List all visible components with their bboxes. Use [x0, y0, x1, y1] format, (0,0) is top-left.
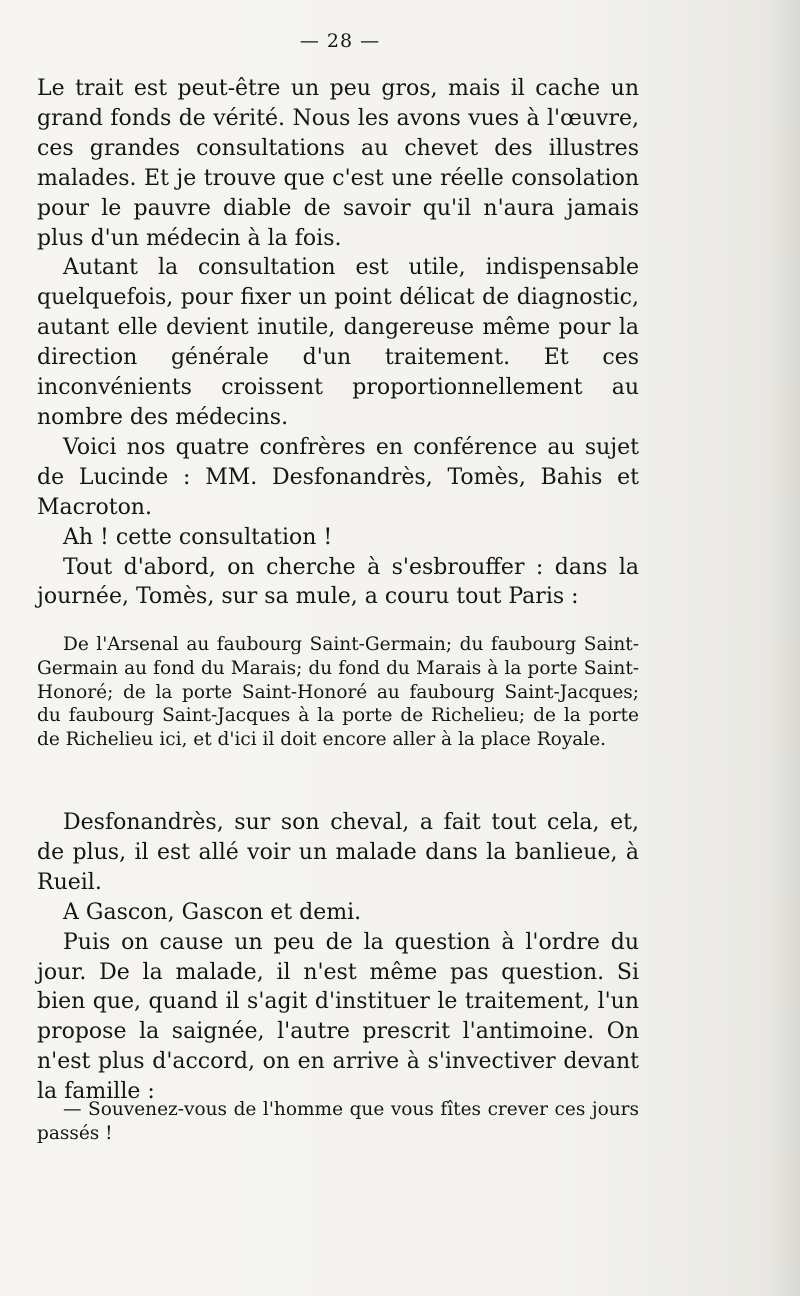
page-number: — 28 — [299, 30, 381, 52]
quote-text-itinerary: De l'Arsenal au faubourg Saint-Germain; du faubourg Saint-Germain au fond du Marais; du fond du Marais à la porte Saint-Honoré; de la porte Saint-Honoré au faubourg Saint-Jacques; du faubourg Saint-Jacques à la porte de Richelieu; de la porte de Richelieu ici, et d'ici il doit encore aller à la place Royale. [37, 634, 639, 751]
paragraph-gascon: A Gascon, Gascon et demi. [63, 899, 362, 925]
paragraph-ah-consultation: Ah ! cette consultation ! [63, 524, 333, 550]
paragraph-esbrouffer: Tout d'abord, on cherche à s'esbrouffer : dans la journée, Tomès, sur sa mule, a couru tout Paris : [37, 554, 639, 610]
paragraph-quatre-confreres: Voici nos quatre confrères en conférence au sujet de Lucinde : MM. Desfonandrès, Tomès, Bahis et Macroton. [37, 434, 639, 520]
paragraph-trait: Le trait est peut-être un peu gros, mais il cache un grand fonds de vérité. Nous les avons vues à l'œuvre, ces grandes consultations au chevet des illustres malades. Et je trouve que c'est une réelle consolation pour le pauvre diable de savoir qu'il n'aura jamais plus d'un médecin à la fois. [37, 76, 639, 251]
paragraph-question-ordre-du-jour: Puis on cause un peu de la question à l'ordre du jour. De la malade, il n'est même pas question. Si bien que, quand il s'agit d'instituer le traitement, l'un propose la saignée, l'autre prescrit l'antimoine. On n'est plus d'accord, on en arrive à s'invectiver devant la famille : [37, 929, 639, 1105]
body-text-lower [37, 808, 639, 1107]
paragraph-desfonandres: Desfonandrès, sur son cheval, a fait tout cela, et, de plus, il est allé voir un malade dans la banlieue, à Rueil. [37, 810, 639, 895]
quotation-reproach [37, 1098, 639, 1146]
body-text-upper [37, 74, 639, 612]
quotation-itinerary [37, 633, 639, 752]
quote-text-reproach: — Souvenez-vous de l'homme que vous fîtes crever ces jours passés ! [37, 1099, 639, 1144]
paragraph-consultation-utile: Autant la consultation est utile, indispensable quelquefois, pour fixer un point délicat de diagnostic, autant elle devient inutile, dangereuse même pour la direction générale d'un traitement. Et ces inconvénients croissent proportionnellement au nombre des médecins. [37, 255, 639, 430]
